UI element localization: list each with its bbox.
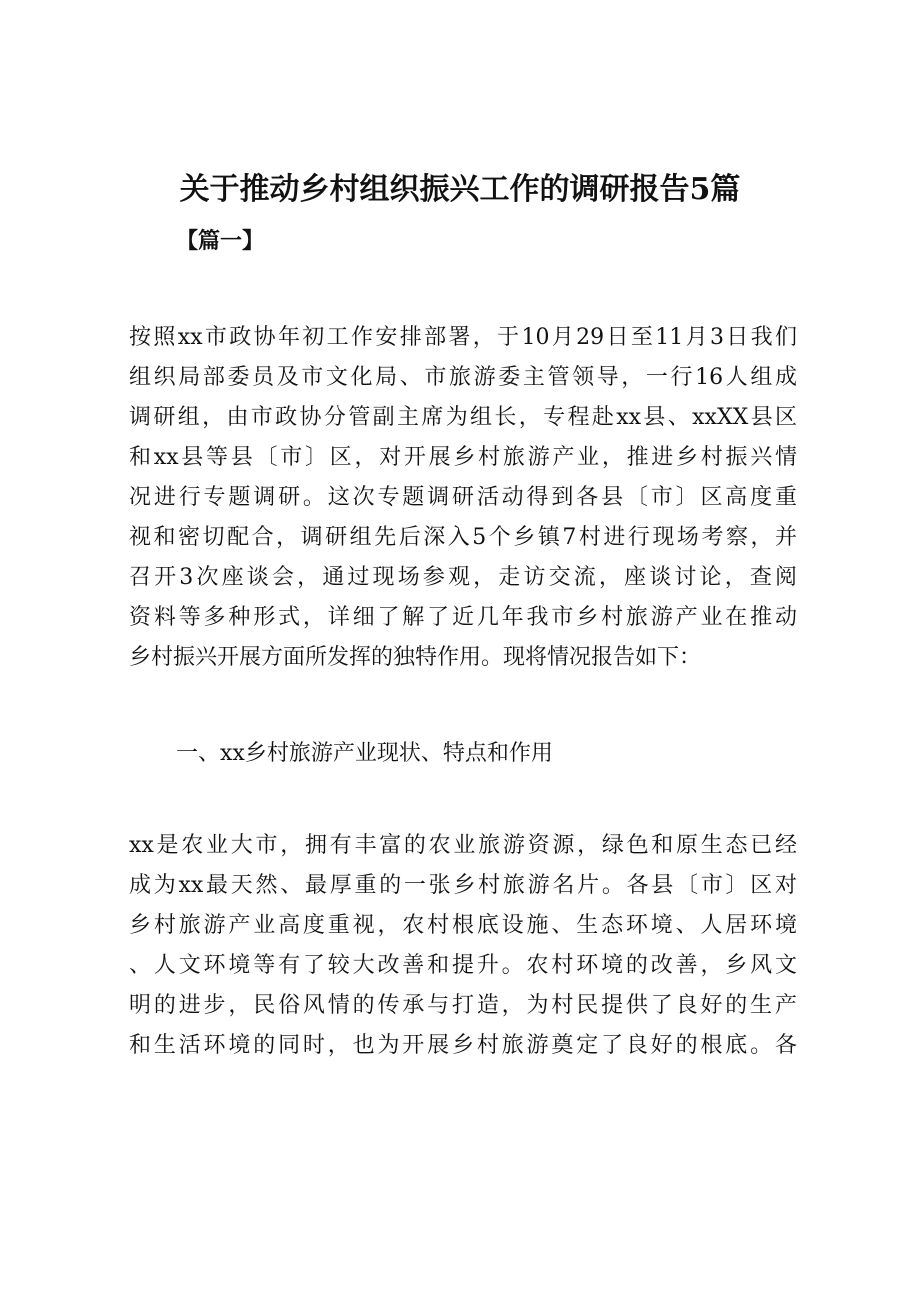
paragraph-2 xyxy=(129,826,797,1066)
paragraph-line: 乡村振兴开展方面所发挥的独特作用。现将情况报告如下： xyxy=(129,645,702,670)
paragraph-line: 和生活环境的同时，也为开展乡村旅游奠定了良好的根底。各 xyxy=(129,1033,797,1058)
paragraph-line: 组织局部委员及市文化局、市旅游委主管领导，一行16人组成 xyxy=(129,365,797,390)
paragraph-line: 和xx县等县〔市〕区，对开展乡村旅游产业，推进乡村振兴情 xyxy=(129,445,797,470)
paragraph-line: 按照xx市政协年初工作安排部署，于10月29日至11月3日我们 xyxy=(129,325,797,350)
paragraph-line: 明的进步，民俗风情的传承与打造，为村民提供了良好的生产 xyxy=(129,993,797,1018)
section-heading: 一、xx乡村旅游产业现状、特点和作用 xyxy=(176,741,553,766)
paragraph-line: 乡村旅游产业高度重视，农村根底设施、生态环境、人居环境 xyxy=(129,913,797,938)
section-label: 【篇一】 xyxy=(176,228,265,254)
paragraph-line: 况进行专题调研。这次专题调研活动得到各县〔市〕区高度重 xyxy=(129,485,797,510)
paragraph-line: 资料等多种形式，详细了解了近几年我市乡村旅游产业在推动 xyxy=(129,605,797,630)
paragraph-line: 成为xx最天然、最厚重的一张乡村旅游名片。各县〔市〕区对 xyxy=(129,873,797,898)
paragraph-line: 视和密切配合，调研组先后深入5个乡镇7村进行现场考察，并 xyxy=(129,525,797,550)
paragraph-line: 调研组，由市政协分管副主席为组长，专程赴xx县、xxXX县区 xyxy=(129,405,797,430)
document-title: 关于推动乡村组织振兴工作的调研报告5篇 xyxy=(179,172,741,207)
paragraph-line: 召开3次座谈会，通过现场参观，走访交流，座谈讨论，查阅 xyxy=(129,565,797,590)
paragraph-line: xx是农业大市，拥有丰富的农业旅游资源，绿色和原生态已经 xyxy=(129,833,797,858)
paragraph-1 xyxy=(129,318,797,678)
paragraph-line: 、人文环境等有了较大改善和提升。农村环境的改善，乡风文 xyxy=(129,953,797,978)
